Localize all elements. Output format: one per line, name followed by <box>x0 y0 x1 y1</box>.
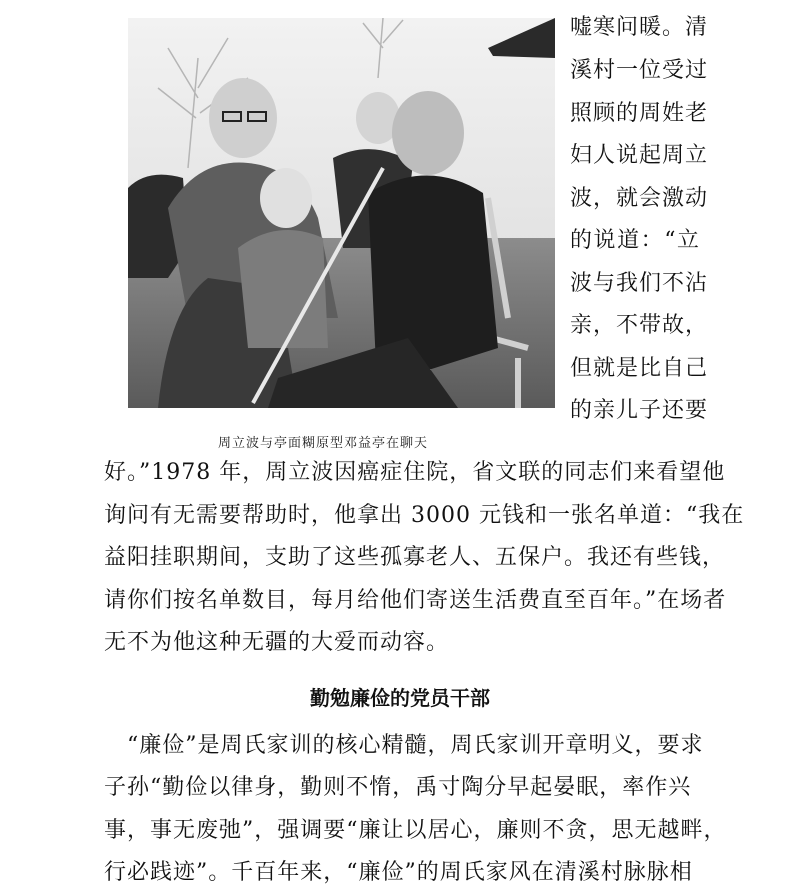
side-line: 妇人说起周立 <box>570 143 709 168</box>
side-line: 溪村一位受过 <box>570 58 709 83</box>
text-line: 询问有无需要帮助时，他拿出 3000 元钱和一张名单道：“我在 <box>104 503 745 528</box>
side-line: 的亲儿子还要 <box>570 398 709 423</box>
text-line: 无不为他这种无疆的大爱而动容。 <box>104 630 450 655</box>
text-line: 子孙“勤俭以律身，勤则不惰，禹寸陶分早起晏眠，率作兴 <box>104 775 692 800</box>
side-line: 嘘寒问暖。清 <box>570 15 709 40</box>
text-line: 益阳挂职期间，支助了这些孤寡老人、五保户。我还有些钱， <box>104 545 726 570</box>
photo-caption: 周立波与亭面糊原型邓益亭在聊天 <box>218 436 429 451</box>
side-line: 照顾的周姓老 <box>570 101 709 126</box>
text-line: 行必践迹”。千百年来，“廉俭”的周氏家风在清溪村脉脉相 <box>104 860 693 885</box>
side-line: 但就是比自己 <box>570 356 709 381</box>
text-line: 事，事无废弛”，强调要“廉让以居心，廉则不贪，思无越畔， <box>104 818 727 843</box>
side-line: 的说道：“立 <box>570 228 700 253</box>
side-line: 亲，不带故， <box>570 313 709 338</box>
photo-illustration <box>128 18 555 408</box>
photo <box>128 18 555 408</box>
text-line: 好。”1978 年，周立波因癌症住院，省文联的同志们来看望他 <box>104 460 726 485</box>
side-line: 波，就会激动 <box>570 186 709 211</box>
side-line: 波与我们不沾 <box>570 271 709 296</box>
text-line: “廉俭”是周氏家训的核心精髓，周氏家训开章明义，要求 <box>104 733 704 758</box>
text-line: 请你们按名单数目，每月给他们寄送生活费直至百年。”在场者 <box>104 588 727 613</box>
section-heading: 勤勉廉俭的党员干部 <box>310 686 490 710</box>
